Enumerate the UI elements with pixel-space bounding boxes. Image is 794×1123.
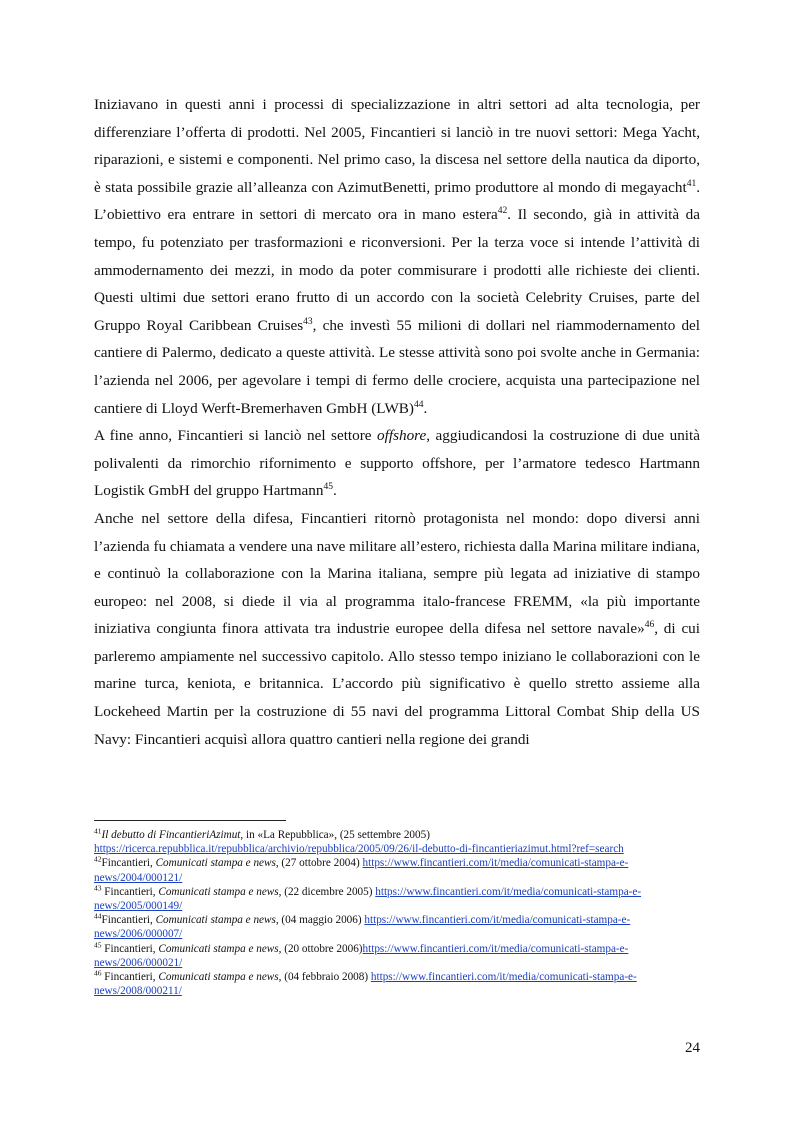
emphasis: offshore [377,427,427,445]
footnote-text: , (04 febbraio 2008) [278,971,371,984]
footnote-number: 43 [94,883,102,893]
footnote-number: 46 [94,968,102,978]
footnote-text: , (22 dicembre 2005) [278,885,376,898]
footnote-separator [94,820,286,821]
footnote-link[interactable]: https://www.fincantieri.com/it/media/comunicati-stampa-e-news/2006/000007/ [94,914,631,941]
footnote-link[interactable]: https://www.fincantieri.com/it/media/comunicati-stampa-e-news/2008/000211/ [94,971,637,998]
text-run: , di cui parleremo ampiamente nel successivo capitolo. Allo stesso tempo iniziano le collaborazioni con le marine turca, keniota, e britannica. L’accordo più significativo è quello stretto assieme alla Lockeheed Martin per la costruzione di 55 navi del programma Littoral Combat Ship della US Navy: Fincantieri acquisì allora quattro cantieri nella regione dei grandi [94,620,700,748]
footnote-title: Comunicati stampa e news [158,971,279,984]
footnote-title: Il debutto di FincantieriAzimut [101,829,241,841]
footnote-number: 41 [94,826,102,836]
footnote-text: Fincantieri, [101,857,156,870]
page-body [94,91,700,753]
text-run: . Il secondo, già in attività da tempo, fu potenziato per trasformazioni e riconversioni. Per la terza voce si intende l’attività di ammodernamento dei mezzi, in modo da poter commisurare i prodotti alle richieste dei clienti. Questi ultimi due settori erano frutto di un accordo con la società Celebrity Cruises, parte del Gruppo Royal Caribbean Cruises [94,206,700,334]
footnote-text: Fincantieri, [101,942,159,955]
footnote-42 [94,856,700,884]
footnotes [94,828,700,998]
footnote-text: Fincantieri, [101,971,159,984]
footnote-45 [94,939,700,970]
footnote-ref-46[interactable]: 46 [644,620,655,631]
footnote-title: Comunicati stampa e news [155,914,276,927]
footnote-46 [94,970,700,998]
footnote-text: , (20 ottobre 2006) [278,942,363,955]
footnote-number: 45 [94,939,102,949]
text-run: . [332,482,337,500]
text-run: . L’obiettivo era entrare in settori di mercato ora in mano estera [94,178,700,224]
footnote-title: Comunicati stampa e news [158,942,279,955]
footnote-title: Comunicati stampa e news [158,885,279,898]
footnote-link[interactable]: https://www.fincantieri.com/it/media/comunicati-stampa-e-news/2004/000121/ [94,857,629,884]
footnote-number: 44 [94,911,102,921]
paragraph-2 [94,422,700,505]
page-number: 24 [685,1040,700,1056]
text-run: , che investì 55 milioni di dollari nel riammodernamento del cantiere di Palermo, dedicato a queste attività. Le stesse attività sono poi svolte anche in Germania: l’azienda nel 2006, per agevolare i tempi di fermo delle crociere, acquista una partecipazione nel cantiere di Lloyd Werft-Bremerhaven GmbH (LWB) [94,316,701,417]
footnote-41 [94,828,700,856]
footnote-43 [94,885,700,913]
footnote-text: , (04 maggio 2006) [275,914,365,927]
text-run: Anche nel settore della difesa, Fincantieri ritornò protagonista nel mondo: dopo diversi anni l’azienda fu chiamata a vendere una nave militare all’estero, richiesta dalla Marina militare indiana, e continuò la collaborazione con la Marina italiana, sempre più legata ad iniziative di stampo europeo: nel 2008, si diede il via al programma italo-francese FREMM, «la più importante iniziativa congiunta finora attivata tra industrie europee della difesa nel settore navale» [94,509,700,638]
footnote-44 [94,913,700,941]
footnote-ref-44[interactable]: 44 [413,399,424,410]
footnote-link[interactable]: https://ricerca.repubblica.it/repubblica/archivio/repubblica/2005/09/26/il-debutto-di-fincantieriazimut.html?ref=search [94,843,624,856]
footnote-text: Fincantieri, [101,885,159,898]
footnote-title: Comunicati stampa e news [155,857,276,870]
footnote-ref-42[interactable]: 42 [497,206,508,217]
body-text [94,91,700,753]
footnote-text: , (27 ottobre 2004) [275,857,363,870]
text-run: Iniziavano in questi anni i processi di specializzazione in altri settori ad alta tecnologia, per differenziare l’offerta di prodotti. Nel 2005, Fincantieri si lanciò in tre nuovi settori: Mega Yacht, riparazioni, e sistemi e componenti. Nel primo caso, la discesa nel settore della nautica da diporto, è stata possibile grazie all’alleanza con AzimutBenetti, primo produttore al mondo di megayacht [94,96,700,196]
footnote-text: Fincantieri, [101,914,156,927]
footnote-link[interactable]: https://www.fincantieri.com/it/media/comunicati-stampa-e-news/2005/000149/ [94,885,642,913]
text-run: . [423,399,428,417]
text-run: , aggiudicandosi la costruzione di due unità polivalenti da rimorchio rifornimento e supporto offshore, per l’armatore tedesco Hartmann Logistik GmbH del gruppo Hartmann [94,427,700,500]
footnote-number: 42 [94,854,102,864]
paragraph-3 [94,505,700,753]
text-run: A fine anno, Fincantieri si lanciò nel settore [94,427,378,445]
footnote-link[interactable]: https://www.fincantieri.com/it/media/comunicati-stampa-e-news/2006/000021/ [94,942,629,969]
paragraph-1 [94,91,700,422]
footnote-ref-41[interactable]: 41 [686,178,697,189]
footnote-text: , in «La Repubblica», (25 settembre 2005) [240,829,430,841]
footnote-ref-45[interactable]: 45 [323,482,333,493]
footnote-ref-43[interactable]: 43 [303,316,313,327]
